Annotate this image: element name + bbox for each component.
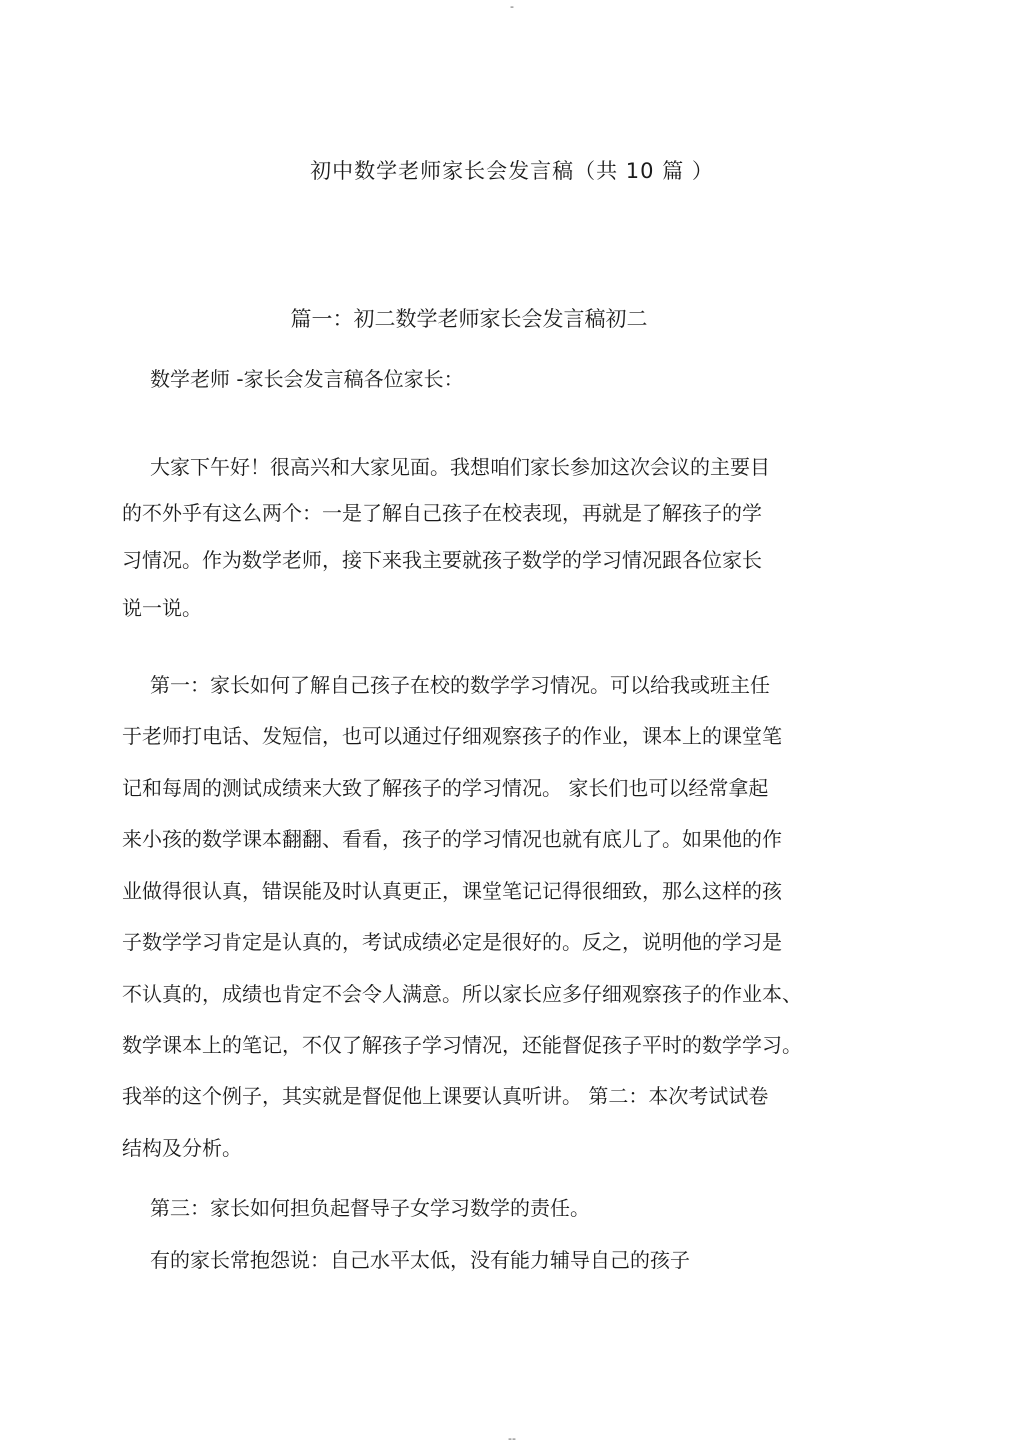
paragraph-line: 记和每周的测试成绩来大致了解孩子的学习情况。 家长们也可以经常拿起 bbox=[122, 776, 769, 800]
paragraph-line: 说一说。 bbox=[122, 596, 202, 620]
salutation-line: 数学老师 -家长会发言稿各位家长： bbox=[150, 367, 464, 391]
paragraph-line: 来小孩的数学课本翻翻、看看，孩子的学习情况也就有底儿了。如果他的作 bbox=[122, 827, 782, 851]
paragraph-line: 子数学学习肯定是认真的，考试成绩必定是很好的。反之，说明他的学习是 bbox=[122, 930, 782, 954]
paragraph-line: 有的家长常抱怨说：自己水平太低，没有能力辅导自己的孩子 bbox=[150, 1248, 690, 1272]
page-bottom-mark: -- bbox=[508, 1432, 516, 1445]
paragraph-line: 不认真的，成绩也肯定不会令人满意。所以家长应多仔细观察孩子的作业本、 bbox=[122, 982, 802, 1006]
paragraph-line: 大家下午好！很高兴和大家见面。我想咱们家长参加这次会议的主要目 bbox=[150, 455, 770, 479]
paragraph-line: 第一：家长如何了解自己孩子在校的数学学习情况。可以给我或班主任 bbox=[150, 673, 770, 697]
paragraph-line: 我举的这个例子，其实就是督促他上课要认真听讲。 第二：本次考试试卷 bbox=[122, 1084, 769, 1108]
page-top-mark: - bbox=[510, 0, 514, 13]
paragraph-line: 习情况。作为数学老师，接下来我主要就孩子数学的学习情况跟各位家长 bbox=[122, 548, 762, 572]
paragraph-line: 数学课本上的笔记，不仅了解孩子学习情况，还能督促孩子平时的数学学习。 bbox=[122, 1033, 802, 1057]
paragraph-line: 于老师打电话、发短信，也可以通过仔细观察孩子的作业，课本上的课堂笔 bbox=[122, 724, 782, 748]
section-title: 篇一：初二数学老师家长会发言稿初二 bbox=[290, 307, 648, 331]
paragraph-line: 业做得很认真，错误能及时认真更正，课堂笔记记得很细致，那么这样的孩 bbox=[122, 879, 782, 903]
document-title: 初中数学老师家长会发言稿（共 10 篇 ） bbox=[310, 159, 714, 183]
paragraph-line: 结构及分析。 bbox=[122, 1136, 242, 1160]
paragraph-line: 的不外乎有这么两个：一是了解自己孩子在校表现，再就是了解孩子的学 bbox=[122, 501, 762, 525]
paragraph-line: 第三：家长如何担负起督导子女学习数学的责任。 bbox=[150, 1196, 590, 1220]
